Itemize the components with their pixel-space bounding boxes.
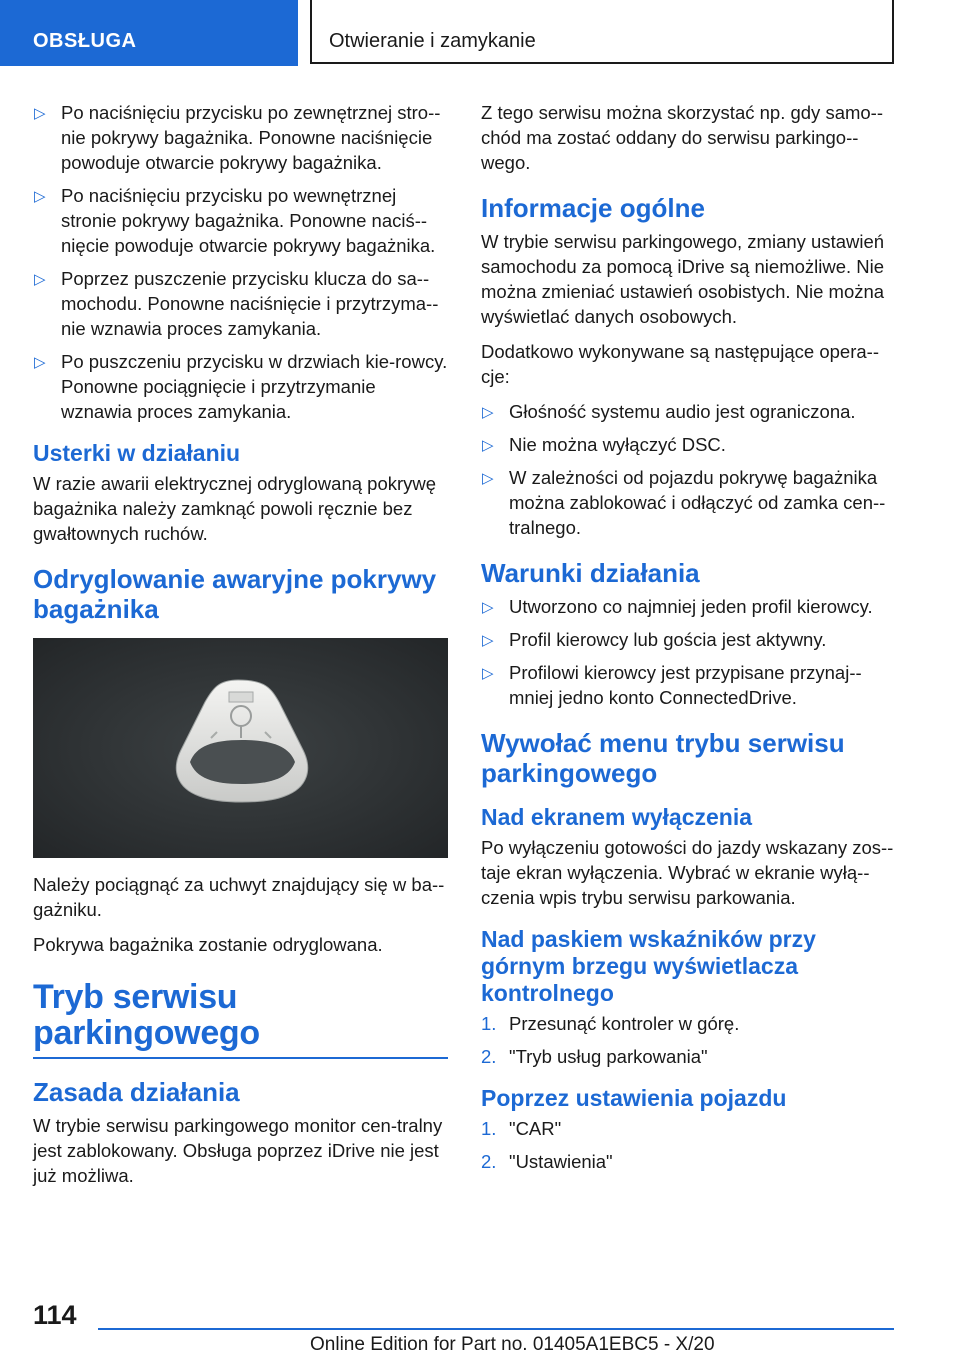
parking-service-heading: Tryb serwisu parkingowego	[33, 979, 448, 1059]
list-item-text: Profilowi kierowcy jest przypisane przynaj-mniej jedno konto ConnectedDrive.	[509, 662, 862, 708]
release-handle-icon	[33, 638, 448, 858]
additional-ops-text: Dodatkowo wykonywane są następujące opera-cje:	[481, 341, 879, 387]
left-column	[33, 100, 448, 1198]
step-number: 2.	[481, 1046, 497, 1067]
emergency-result: Pokrywa bagażnika zostanie odryglowana.	[33, 934, 383, 955]
list-item-text: Po naciśnięciu przycisku po wewnętrznej stronie pokrywy bagażnika. Ponowne naciś-nięcie powoduje otwarcie pokrywy bagażnika.	[61, 185, 436, 256]
emergency-release-heading: Odryglowanie awaryjne pokrywy bagażnika	[33, 564, 437, 624]
closing-bullets	[33, 100, 448, 424]
conditions-heading: Warunki działania	[481, 558, 700, 588]
status-bar-steps	[481, 1011, 896, 1069]
step-number: 2.	[481, 1151, 497, 1172]
triangle-bullet-icon: ▷	[34, 271, 46, 288]
triangle-bullet-icon: ▷	[482, 404, 494, 421]
vehicle-settings-heading: Poprzez ustawienia pojazdu	[481, 1085, 787, 1111]
above-screen-heading: Nad ekranem wyłączenia	[481, 804, 753, 830]
footer-divider	[98, 1328, 894, 1330]
list-item	[481, 627, 896, 652]
general-info-text: W trybie serwisu parkingowego, zmiany ustawień samochodu za pomocą iDrive są niemożliwe. Nie można zmieniać ustawień osobistych. Nie można wyświetlać danych osobowych.	[481, 231, 885, 327]
triangle-bullet-icon: ▷	[482, 599, 494, 616]
list-item	[481, 594, 896, 619]
list-item-text: "Ustawienia"	[509, 1151, 613, 1172]
page-header	[0, 0, 960, 66]
list-item-text: W zależności od pojazdu pokrywę bagażnika można zablokować i odłączyć od zamka cen-tralnego.	[509, 467, 886, 538]
list-item-text: Po naciśnięciu przycisku po zewnętrznej stro-nie pokrywy bagażnika. Ponowne naciśnięcie powoduje otwarcie pokrywy bagażnika.	[61, 102, 441, 173]
intro-text: Z tego serwisu można skorzystać np. gdy samo-chód ma zostać oddany do serwisu parkingo-wego.	[481, 102, 884, 173]
operations-list	[481, 399, 896, 540]
triangle-bullet-icon: ▷	[482, 470, 494, 487]
trunk-release-handle-photo	[33, 638, 448, 858]
list-item	[481, 432, 896, 457]
step-number: 1.	[481, 1118, 497, 1139]
section-tab: OBSŁUGA	[0, 0, 298, 66]
triangle-bullet-icon: ▷	[34, 354, 46, 371]
page-number: 114	[33, 1300, 77, 1330]
list-item	[481, 1011, 896, 1036]
list-item-text: Po puszczeniu przycisku w drzwiach kie-rowcy. Ponowne pociągnięcie i przytrzymanie wznawia proces zamykania.	[61, 351, 448, 422]
triangle-bullet-icon: ▷	[482, 665, 494, 682]
status-bar-heading: Nad paskiem wskaźników przy górnym brzegu wyświetlacza kontrolnego	[481, 926, 816, 1006]
right-column	[481, 100, 896, 1182]
list-item	[481, 1044, 896, 1069]
list-item	[33, 349, 448, 424]
general-info-heading: Informacje ogólne	[481, 193, 705, 223]
list-item	[33, 183, 448, 258]
list-item	[481, 660, 896, 710]
list-item	[33, 266, 448, 341]
triangle-bullet-icon: ▷	[34, 188, 46, 205]
principle-heading: Zasada działania	[33, 1077, 240, 1107]
principle-text: W trybie serwisu parkingowego monitor cen-tralny jest zablokowany. Obsługa poprzez iDrive nie jest już możliwa.	[33, 1115, 443, 1186]
list-item	[481, 1116, 896, 1141]
list-item-text: Poprzez puszczenie przycisku klucza do sa-mochodu. Ponowne naciśnięcie i przytrzyma-nie wznawia proces zamykania.	[61, 268, 439, 339]
edition-text: Online Edition for Part no. 01405A1EBC5 - X/20	[310, 1334, 715, 1355]
list-item-text: "Tryb usług parkowania"	[509, 1046, 708, 1067]
list-item	[481, 399, 896, 424]
conditions-list	[481, 594, 896, 710]
list-item-text: Głośność systemu audio jest ograniczona.	[509, 401, 856, 422]
chapter-tab: Otwieranie i zamykanie	[310, 0, 894, 64]
call-menu-heading: Wywołać menu trybu serwisu parkingowego	[481, 728, 845, 788]
step-number: 1.	[481, 1013, 497, 1034]
triangle-bullet-icon: ▷	[34, 105, 46, 122]
list-item	[33, 100, 448, 175]
above-screen-text: Po wyłączeniu gotowości do jazdy wskazany zos-taje ekran wyłączenia. Wybrać w ekranie wyłą-czenia wpis trybu serwisu parkowania.	[481, 837, 894, 908]
triangle-bullet-icon: ▷	[482, 632, 494, 649]
faults-text: W razie awarii elektrycznej odryglowaną pokrywę bagażnika należy zamknąć powoli ręcznie bez gwałtownych ruchów.	[33, 473, 437, 544]
faults-heading: Usterki w działaniu	[33, 440, 241, 466]
emergency-instruction: Należy pociągnąć za uchwyt znajdujący się w ba-gażniku.	[33, 874, 445, 920]
list-item	[481, 465, 896, 540]
list-item-text: Utworzono co najmniej jeden profil kierowcy.	[509, 596, 873, 617]
list-item-text: Profil kierowcy lub gościa jest aktywny.	[509, 629, 827, 650]
list-item-text: Przesunąć kontroler w górę.	[509, 1013, 740, 1034]
list-item-text: Nie można wyłączyć DSC.	[509, 434, 726, 455]
vehicle-settings-steps	[481, 1116, 896, 1174]
list-item	[481, 1149, 896, 1174]
triangle-bullet-icon: ▷	[482, 437, 494, 454]
list-item-text: "CAR"	[509, 1118, 562, 1139]
